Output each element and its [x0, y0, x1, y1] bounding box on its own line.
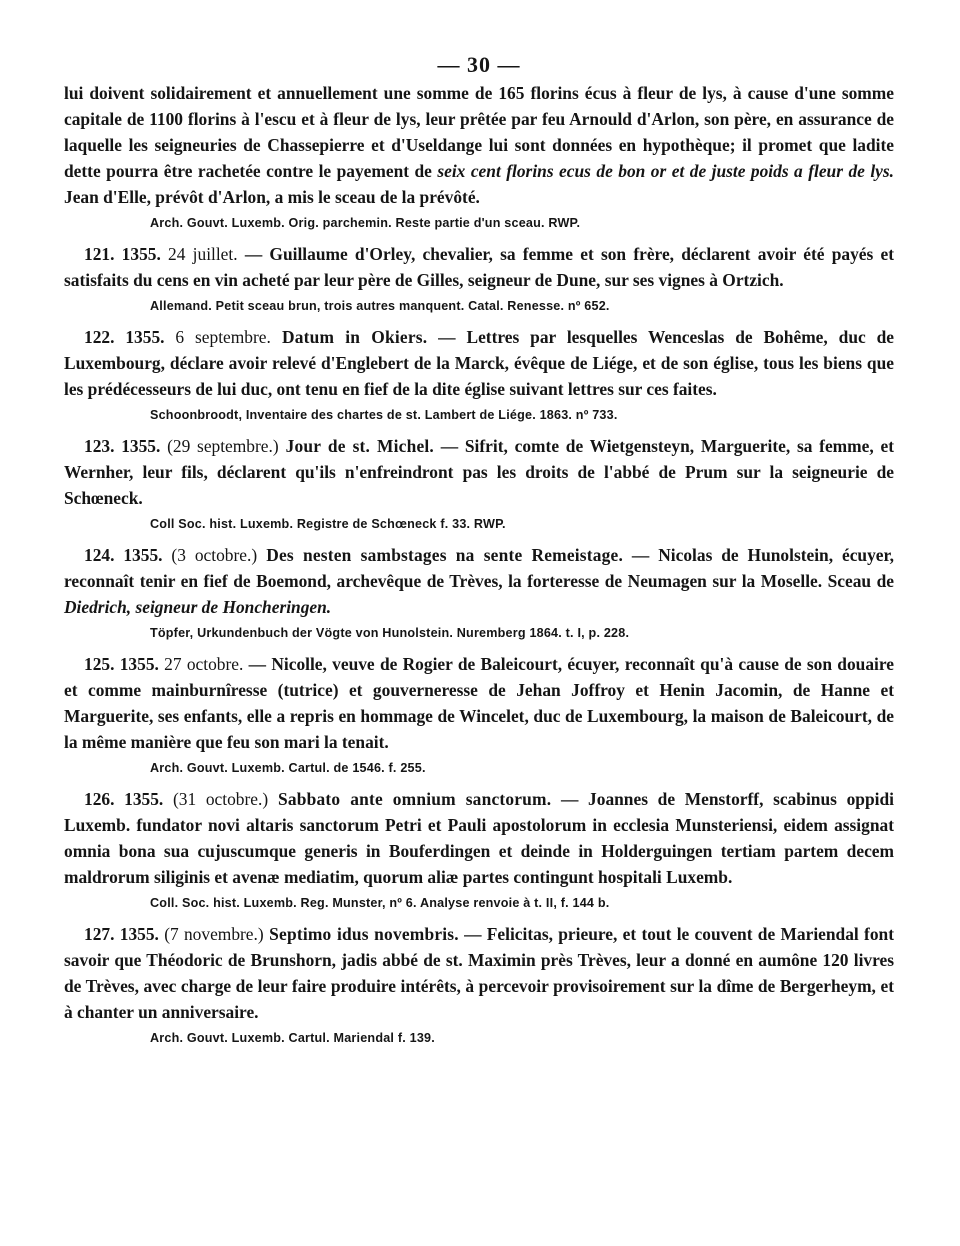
- entry-body: — Guillaume d'Orley, chevalier, sa femme et son frère, déclarent avoir été payés et satisfaits du cens en vin acheté par leur père de Gilles, seigneur de Dune, sur ses vignes à Ortzich.: [64, 244, 894, 290]
- entry-number: 121.: [84, 244, 115, 264]
- intro-text-2: Jean d'Elle, prévôt d'Arlon, a mis le sceau de la prévôté.: [64, 187, 480, 207]
- entry-text: [64, 324, 894, 402]
- entry-heading: Jour de st. Michel.: [278, 436, 434, 456]
- entry-122: [64, 324, 894, 424]
- entry-body: — Sifrit, comte de Wietgensteyn, Marguerite, sa femme, et Wernher, leur fils, déclarent qu'ils n'enfreindront pas les droits de l'abbé de Prum sur la seigneurie de Schœneck.: [64, 436, 894, 508]
- entry-heading: Sabbato ante omnium sanctorum.: [268, 789, 552, 809]
- entry-heading: Des nesten sambstages na sente Remeistage.: [257, 545, 624, 565]
- entry-year: 1355.: [121, 436, 161, 456]
- entry-text: [64, 786, 894, 890]
- entry-source: Coll. Soc. hist. Luxemb. Reg. Munster, nº 6. Analyse renvoie à t. II, f. 144 b.: [150, 896, 610, 910]
- entry-heading: Septimo idus novembris.: [263, 924, 459, 944]
- intro-paragraph: [64, 80, 894, 232]
- entry-date: 24 juillet.: [168, 244, 238, 264]
- intro-text: [64, 80, 894, 210]
- entry-year: 1355.: [119, 924, 159, 944]
- intro-italic: seix cent florins ecus de bon or et de juste poids a fleur de lys.: [437, 161, 895, 181]
- entry-date: 27 octobre.: [164, 654, 244, 674]
- document-page: [64, 52, 894, 1047]
- entry-date: (31 octobre.): [172, 789, 269, 809]
- entry-number: 126.: [84, 789, 115, 809]
- entry-124: [64, 542, 894, 642]
- entry-date: 6 septembre.: [175, 327, 271, 347]
- entry-source: Arch. Gouvt. Luxemb. Cartul. Mariendal f. 139.: [150, 1031, 435, 1045]
- entry-source: Coll Soc. hist. Luxemb. Registre de Schœneck f. 33. RWP.: [150, 517, 506, 531]
- entry-body: — Felicitas, prieure, et tout le couvent de Mariendal font savoir que Théodoric de Brunshorn, jadis abbé de st. Maximin près Trèves, leur a donné en aumône 120 livres de Trèves, avec charge de leur faire produire intérêts, à percevoir provisoirement sur la dîme de Bergerheym, et à chanter un anniversaire.: [64, 924, 894, 1022]
- entry-body: — Joannes de Menstorff, scabinus oppidi Luxemb. fundator novi altaris sanctorum Petri et Pauli apostolorum in ecclesia Munsteriensi, eidem assignat omnia bona sua cujuscumque generis in Bouferdingen et deinde in Holderguingen tertiam partem decem maldrorum siliginis et avenæ mediatim, quorum aliæ partes contingunt hospitali Luxemb.: [64, 789, 894, 887]
- entry-source: Schoonbroodt, Inventaire des chartes de st. Lambert de Liége. 1863. nº 733.: [150, 408, 618, 422]
- entry-text: [64, 433, 894, 511]
- entry-date: (7 novembre.): [164, 924, 264, 944]
- entry-number: 124.: [84, 545, 115, 565]
- entry-number: 125.: [84, 654, 115, 674]
- intro-source: Arch. Gouvt. Luxemb. Orig. parchemin. Reste partie d'un sceau. RWP.: [150, 216, 581, 230]
- entry-body: — Nicolle, veuve de Rogier de Baleicourt, écuyer, reconnaît qu'à cause de son douaire et comme mainburnîresse (tutrice) et gouverneresse de Jehan Joffroy et Henin Jacomin, de Hanne et Marguerite, ses enfants, elle a repris en hommage de Wincelet, duc de Luxembourg, la maison de Baleicourt, de la même manière que feu son mari la tenait.: [64, 654, 894, 752]
- entry-text: [64, 241, 894, 293]
- entry-date: (3 octobre.): [171, 545, 258, 565]
- entry-127: [64, 921, 894, 1047]
- entry-heading: Datum in Okiers.: [270, 327, 428, 347]
- entry-year: 1355.: [121, 244, 161, 264]
- entry-number: 127.: [84, 924, 115, 944]
- entry-number: 122.: [84, 327, 115, 347]
- entry-123: [64, 433, 894, 533]
- entry-text: [64, 542, 894, 620]
- entry-date: (29 septembre.): [167, 436, 279, 456]
- entry-italic: Diedrich, seigneur de Honcheringen.: [64, 597, 332, 617]
- entry-number: 123.: [84, 436, 115, 456]
- page-number: — 30 —: [437, 52, 521, 77]
- entry-year: 1355.: [124, 789, 164, 809]
- entry-year: 1355.: [125, 327, 165, 347]
- entry-source: Töpfer, Urkundenbuch der Vögte von Hunolstein. Nuremberg 1864. t. I, p. 228.: [150, 626, 630, 640]
- entry-125: [64, 651, 894, 777]
- entry-text: [64, 651, 894, 755]
- entry-source: Arch. Gouvt. Luxemb. Cartul. de 1546. f. 255.: [150, 761, 426, 775]
- entry-body: — Nicolas de Hunolstein, écuyer, reconnaît tenir en fief de Boemond, archevêque de Trèves, la forteresse de Neumagen sur la Moselle. Sceau de: [64, 545, 894, 591]
- intro-text-1: lui doivent solidairement et annuellement une somme de 165 florins écus à fleur de lys, à cause d'une somme capitale de 1100 florins à l'escu et à fleur de lys, leur prêtée par feu Arnould d'Arlon, son père, en assurance de laquelle les seigneuries de Chassepierre et d'Useldange lui sont données en hypothèque; il promet que ladite dette pourra être rachetée contre le payement de: [64, 83, 894, 181]
- entry-body: — Lettres par lesquelles Wenceslas de Bohême, duc de Luxembourg, déclare avoir relevé d'Englebert de la Marck, évêque de Liége, et de son église, tous les biens que les prédécesseurs de lui duc, ont tenu en fief de la dite église suivant lettres sur ces faites.: [64, 327, 895, 399]
- entry-121: [64, 241, 894, 315]
- entry-year: 1355.: [123, 545, 163, 565]
- entry-text: [64, 921, 894, 1025]
- entry-126: [64, 786, 894, 912]
- entry-source: Allemand. Petit sceau brun, trois autres manquent. Catal. Renesse. nº 652.: [150, 299, 610, 313]
- entry-year: 1355.: [119, 654, 159, 674]
